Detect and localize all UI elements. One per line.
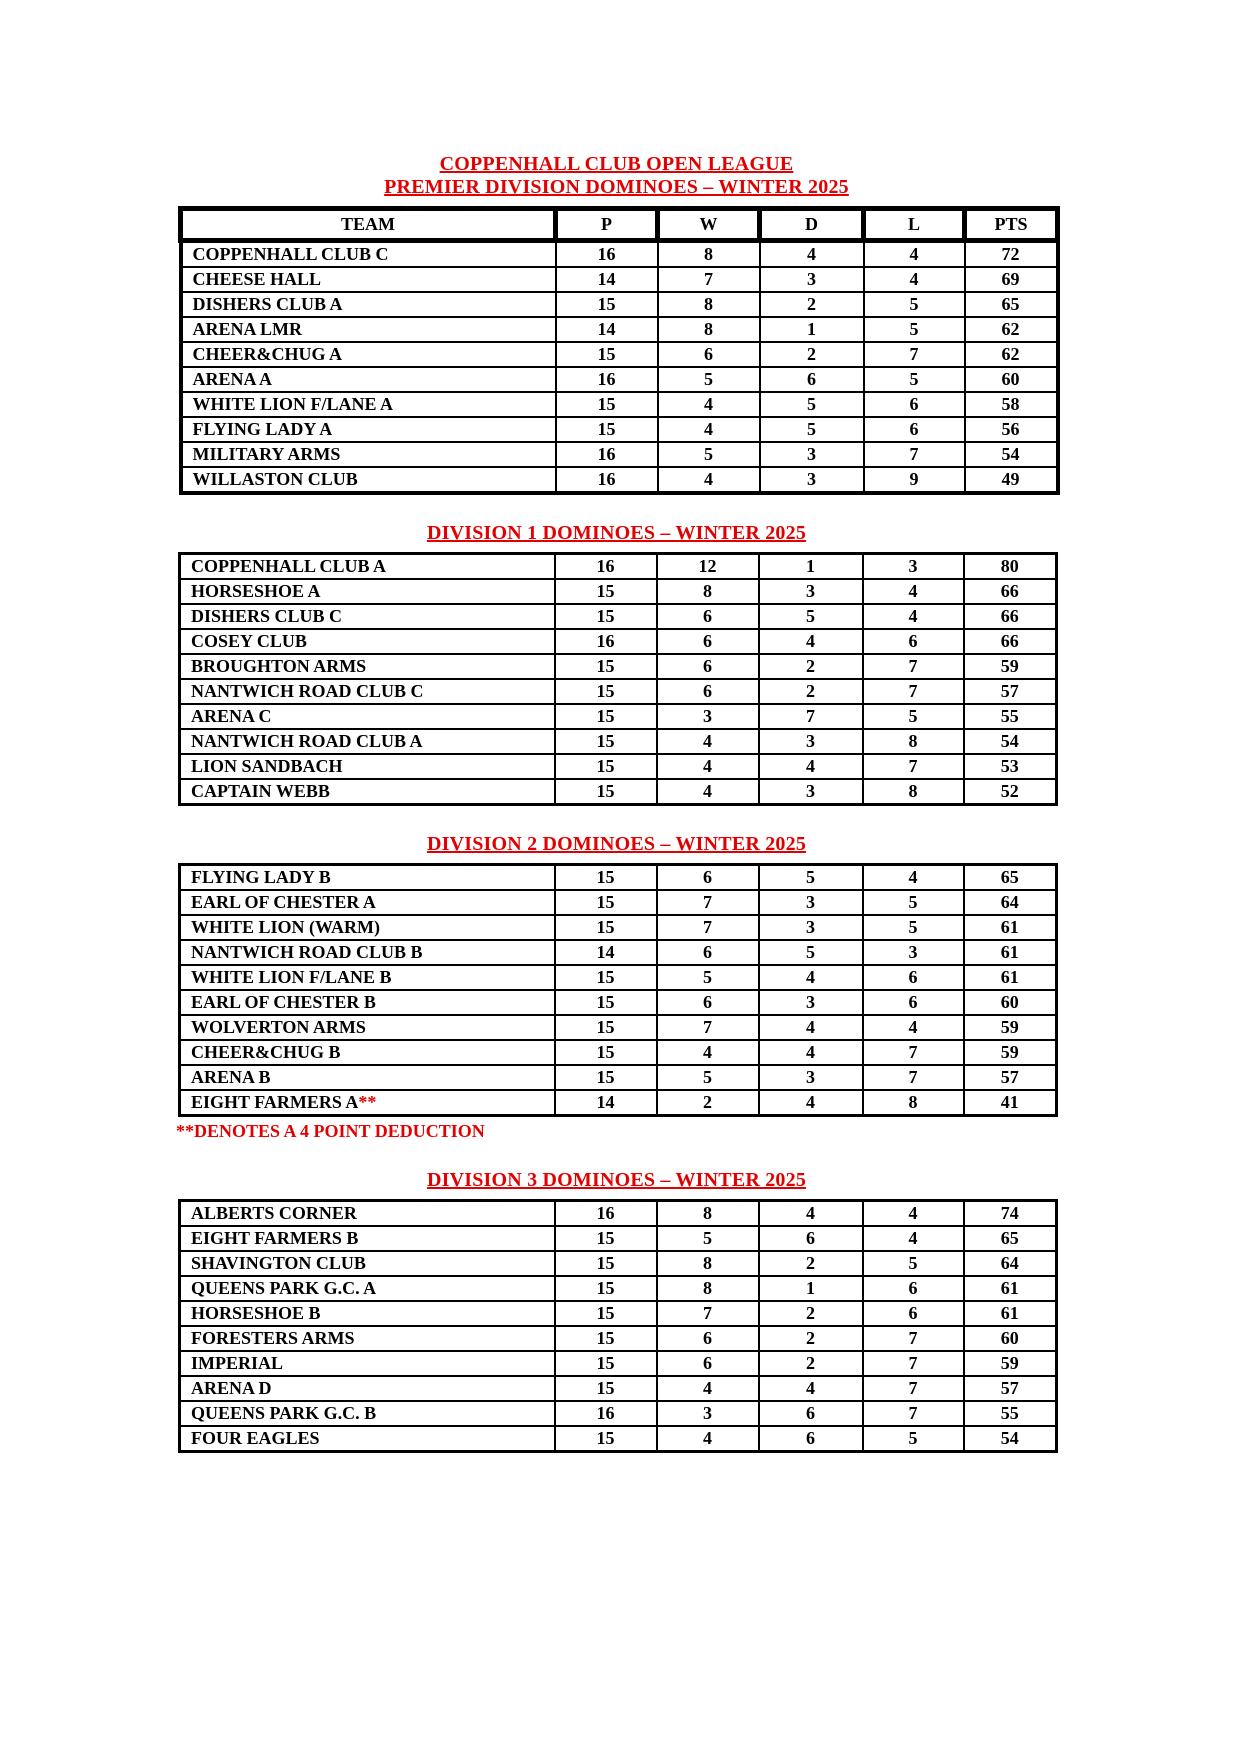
- table-row: [180, 754, 1057, 779]
- played-cell: 16: [556, 467, 658, 493]
- division3-table: [178, 1199, 1058, 1453]
- team-name-cell: DISHERS CLUB A: [181, 292, 556, 317]
- lost-cell: 5: [863, 1251, 964, 1276]
- played-cell: 14: [556, 267, 658, 292]
- drawn-cell: 6: [760, 367, 864, 392]
- team-name-cell: ARENA D: [180, 1376, 555, 1401]
- drawn-cell: 4: [759, 1090, 863, 1116]
- lost-cell: 7: [863, 1401, 964, 1426]
- played-cell: 16: [556, 442, 658, 467]
- played-cell: 15: [556, 342, 658, 367]
- drawn-cell: 5: [760, 392, 864, 417]
- won-cell: 6: [657, 990, 759, 1015]
- drawn-cell: 2: [759, 1251, 863, 1276]
- team-name-cell: IMPERIAL: [180, 1351, 555, 1376]
- lost-cell: 7: [863, 754, 964, 779]
- points-cell: 64: [964, 1251, 1057, 1276]
- won-cell: 5: [658, 367, 760, 392]
- won-cell: 8: [657, 1276, 759, 1301]
- won-cell: 3: [657, 1401, 759, 1426]
- team-name-cell: FLYING LADY B: [180, 865, 555, 891]
- drawn-cell: 3: [760, 267, 864, 292]
- lost-cell: 6: [863, 1276, 964, 1301]
- team-name-cell: FLYING LADY A: [181, 417, 556, 442]
- team-name-cell: NANTWICH ROAD CLUB C: [180, 679, 555, 704]
- points-cell: 72: [965, 241, 1058, 268]
- lost-cell: 6: [864, 392, 965, 417]
- lost-cell: 5: [864, 292, 965, 317]
- played-cell: 16: [555, 554, 657, 580]
- lost-cell: 4: [863, 865, 964, 891]
- team-name-cell: QUEENS PARK G.C. A: [180, 1276, 555, 1301]
- division2-table: [178, 863, 1058, 1117]
- played-cell: 14: [556, 317, 658, 342]
- premier-division-table: [178, 206, 1060, 495]
- points-cell: 55: [964, 704, 1057, 729]
- team-name-cell: ARENA A: [181, 367, 556, 392]
- lost-cell: 6: [863, 629, 964, 654]
- team-name-cell: EIGHT FARMERS B: [180, 1226, 555, 1251]
- drawn-cell: 2: [759, 1326, 863, 1351]
- played-cell: 15: [555, 1426, 657, 1452]
- played-cell: 16: [556, 241, 658, 268]
- lost-cell: 7: [863, 1351, 964, 1376]
- table-row: [180, 1201, 1057, 1227]
- drawn-cell: 4: [759, 1376, 863, 1401]
- played-cell: 15: [555, 704, 657, 729]
- drawn-cell: 6: [759, 1226, 863, 1251]
- deduction-footnote: **DENOTES A 4 POINT DEDUCTION: [176, 1121, 485, 1141]
- won-cell: 8: [657, 579, 759, 604]
- drawn-cell: 4: [760, 241, 864, 268]
- lost-cell: 4: [863, 1201, 964, 1227]
- table-row: [180, 865, 1057, 891]
- points-cell: 61: [964, 915, 1057, 940]
- lost-cell: 6: [863, 965, 964, 990]
- table-row: [181, 267, 1058, 292]
- drawn-cell: 5: [759, 865, 863, 891]
- drawn-cell: 4: [759, 1015, 863, 1040]
- team-name-cell: WOLVERTON ARMS: [180, 1015, 555, 1040]
- points-cell: 57: [964, 679, 1057, 704]
- played-cell: 16: [555, 1201, 657, 1227]
- points-cell: 66: [964, 604, 1057, 629]
- played-cell: 14: [555, 1090, 657, 1116]
- won-cell: 7: [657, 890, 759, 915]
- drawn-cell: 3: [759, 890, 863, 915]
- played-column-header: P: [556, 209, 658, 241]
- table-row: [181, 467, 1058, 493]
- played-cell: 16: [555, 1401, 657, 1426]
- table-row: [180, 965, 1057, 990]
- played-cell: 15: [555, 579, 657, 604]
- played-cell: 14: [555, 940, 657, 965]
- points-cell: 41: [964, 1090, 1057, 1116]
- team-name-cell: CAPTAIN WEBB: [180, 779, 555, 805]
- won-cell: 8: [657, 1251, 759, 1276]
- drawn-cell: 4: [759, 629, 863, 654]
- team-name-cell: COSEY CLUB: [180, 629, 555, 654]
- table-row: [181, 417, 1058, 442]
- won-cell: 5: [657, 1226, 759, 1251]
- played-cell: 15: [555, 1040, 657, 1065]
- team-name-cell: ARENA C: [180, 704, 555, 729]
- drawn-cell: 3: [760, 467, 864, 493]
- lost-cell: 5: [863, 1426, 964, 1452]
- drawn-cell: 5: [759, 604, 863, 629]
- drawn-cell: 7: [759, 704, 863, 729]
- points-cell: 61: [964, 965, 1057, 990]
- points-cell: 59: [964, 1040, 1057, 1065]
- lost-cell: 5: [863, 890, 964, 915]
- table-row: [180, 1276, 1057, 1301]
- won-cell: 4: [657, 1426, 759, 1452]
- points-column-header: PTS: [965, 209, 1058, 241]
- table-row: [180, 604, 1057, 629]
- drawn-cell: 1: [760, 317, 864, 342]
- table-row: [181, 367, 1058, 392]
- team-name-cell: EARL OF CHESTER B: [180, 990, 555, 1015]
- drawn-cell: 2: [759, 1351, 863, 1376]
- drawn-cell: 2: [760, 342, 864, 367]
- lost-cell: 5: [864, 317, 965, 342]
- team-name-cell: LION SANDBACH: [180, 754, 555, 779]
- points-cell: 59: [964, 1015, 1057, 1040]
- won-cell: 7: [657, 915, 759, 940]
- table-row: [180, 940, 1057, 965]
- team-name-cell: FOUR EAGLES: [180, 1426, 555, 1452]
- points-cell: 69: [965, 267, 1058, 292]
- division1-table: [178, 552, 1058, 806]
- won-cell: 12: [657, 554, 759, 580]
- lost-cell: 9: [864, 467, 965, 493]
- team-name-cell: NANTWICH ROAD CLUB A: [180, 729, 555, 754]
- team-name-cell: COPPENHALL CLUB C: [181, 241, 556, 268]
- won-cell: 4: [658, 417, 760, 442]
- column-header-row: [181, 209, 1058, 241]
- drawn-cell: 1: [759, 554, 863, 580]
- team-name-cell: ALBERTS CORNER: [180, 1201, 555, 1227]
- played-cell: 15: [555, 1276, 657, 1301]
- played-cell: 15: [555, 1351, 657, 1376]
- drawn-cell: 4: [759, 1201, 863, 1227]
- lost-cell: 3: [863, 554, 964, 580]
- won-cell: 7: [657, 1015, 759, 1040]
- table-row: [180, 1326, 1057, 1351]
- played-cell: 15: [555, 1326, 657, 1351]
- played-cell: 15: [555, 1015, 657, 1040]
- won-cell: 6: [657, 940, 759, 965]
- drawn-column-header: D: [760, 209, 864, 241]
- lost-cell: 8: [863, 1090, 964, 1116]
- team-name-cell: WHITE LION F/LANE A: [181, 392, 556, 417]
- table-row: [181, 317, 1058, 342]
- points-cell: 65: [965, 292, 1058, 317]
- table-row: [181, 241, 1058, 268]
- points-cell: 62: [965, 317, 1058, 342]
- won-cell: 5: [658, 442, 760, 467]
- drawn-cell: 3: [759, 779, 863, 805]
- points-cell: 80: [964, 554, 1057, 580]
- won-cell: 2: [657, 1090, 759, 1116]
- table-row: [180, 679, 1057, 704]
- lost-cell: 4: [863, 1015, 964, 1040]
- team-name-cell: EIGHT FARMERS A**: [180, 1090, 555, 1116]
- played-cell: 15: [555, 679, 657, 704]
- lost-cell: 6: [863, 990, 964, 1015]
- team-name-cell: EARL OF CHESTER A: [180, 890, 555, 915]
- played-cell: 15: [556, 292, 658, 317]
- lost-cell: 4: [863, 579, 964, 604]
- played-cell: 15: [556, 417, 658, 442]
- team-name-cell: CHEER&CHUG A: [181, 342, 556, 367]
- points-cell: 59: [964, 1351, 1057, 1376]
- points-cell: 60: [964, 990, 1057, 1015]
- played-cell: 15: [555, 1226, 657, 1251]
- played-cell: 15: [555, 1065, 657, 1090]
- division3-heading: DIVISION 3 DOMINOES – WINTER 2025: [426, 1169, 807, 1191]
- drawn-cell: 3: [759, 990, 863, 1015]
- drawn-cell: 3: [759, 915, 863, 940]
- lost-cell: 7: [863, 654, 964, 679]
- premier-division-heading: PREMIER DIVISION DOMINOES – WINTER 2025: [384, 176, 849, 198]
- league-title: COPPENHALL CLUB OPEN LEAGUE: [439, 153, 794, 175]
- team-name-cell: WHITE LION F/LANE B: [180, 965, 555, 990]
- team-name-cell: WILLASTON CLUB: [181, 467, 556, 493]
- drawn-cell: 2: [759, 654, 863, 679]
- team-name-cell: COPPENHALL CLUB A: [180, 554, 555, 580]
- played-cell: 15: [555, 1376, 657, 1401]
- points-cell: 64: [964, 890, 1057, 915]
- drawn-cell: 4: [759, 1040, 863, 1065]
- won-cell: 6: [657, 654, 759, 679]
- drawn-cell: 3: [759, 579, 863, 604]
- lost-cell: 7: [863, 1065, 964, 1090]
- points-cell: 57: [964, 1065, 1057, 1090]
- won-cell: 8: [657, 1201, 759, 1227]
- drawn-cell: 1: [759, 1276, 863, 1301]
- table-row: [180, 1251, 1057, 1276]
- table-row: [180, 554, 1057, 580]
- division2-heading: DIVISION 2 DOMINOES – WINTER 2025: [426, 833, 807, 855]
- played-cell: 15: [555, 915, 657, 940]
- table-row: [180, 1226, 1057, 1251]
- played-cell: 15: [555, 729, 657, 754]
- lost-column-header: L: [864, 209, 965, 241]
- lost-cell: 8: [863, 779, 964, 805]
- points-cell: 53: [964, 754, 1057, 779]
- won-cell: 4: [658, 392, 760, 417]
- points-cell: 54: [964, 1426, 1057, 1452]
- lost-cell: 7: [863, 1376, 964, 1401]
- played-cell: 15: [556, 392, 658, 417]
- won-cell: 6: [657, 1326, 759, 1351]
- drawn-cell: 5: [760, 417, 864, 442]
- won-cell: 6: [657, 865, 759, 891]
- drawn-cell: 6: [759, 1401, 863, 1426]
- lost-cell: 6: [863, 1301, 964, 1326]
- team-name-cell: CHEESE HALL: [181, 267, 556, 292]
- table-row: [180, 1376, 1057, 1401]
- drawn-cell: 3: [759, 729, 863, 754]
- drawn-cell: 4: [759, 965, 863, 990]
- team-name-cell: WHITE LION (WARM): [180, 915, 555, 940]
- drawn-cell: 2: [759, 679, 863, 704]
- lost-cell: 7: [864, 342, 965, 367]
- table-row: [181, 392, 1058, 417]
- points-cell: 66: [964, 579, 1057, 604]
- played-cell: 15: [555, 654, 657, 679]
- drawn-cell: 3: [760, 442, 864, 467]
- played-cell: 16: [556, 367, 658, 392]
- table-row: [180, 1065, 1057, 1090]
- table-row: [180, 704, 1057, 729]
- points-cell: 62: [965, 342, 1058, 367]
- won-cell: 3: [657, 704, 759, 729]
- table-row: [181, 442, 1058, 467]
- won-cell: 7: [657, 1301, 759, 1326]
- won-cell: 4: [657, 1040, 759, 1065]
- table-row: [180, 1301, 1057, 1326]
- played-cell: 15: [555, 754, 657, 779]
- won-cell: 4: [657, 779, 759, 805]
- table-row: [180, 915, 1057, 940]
- team-column-header: TEAM: [181, 209, 556, 241]
- lost-cell: 5: [863, 704, 964, 729]
- team-name-cell: SHAVINGTON CLUB: [180, 1251, 555, 1276]
- won-cell: 7: [658, 267, 760, 292]
- points-cell: 74: [964, 1201, 1057, 1227]
- won-cell: 8: [658, 317, 760, 342]
- points-cell: 65: [964, 865, 1057, 891]
- won-cell: 5: [657, 1065, 759, 1090]
- team-name-cell: FORESTERS ARMS: [180, 1326, 555, 1351]
- won-cell: 5: [657, 965, 759, 990]
- played-cell: 15: [555, 865, 657, 891]
- points-cell: 54: [965, 442, 1058, 467]
- points-cell: 55: [964, 1401, 1057, 1426]
- team-name-cell: NANTWICH ROAD CLUB B: [180, 940, 555, 965]
- drawn-cell: 3: [759, 1065, 863, 1090]
- drawn-cell: 2: [760, 292, 864, 317]
- points-cell: 60: [964, 1326, 1057, 1351]
- lost-cell: 5: [863, 915, 964, 940]
- points-cell: 56: [965, 417, 1058, 442]
- drawn-cell: 6: [759, 1426, 863, 1452]
- table-row: [181, 292, 1058, 317]
- lost-cell: 3: [863, 940, 964, 965]
- played-cell: 16: [555, 629, 657, 654]
- points-cell: 52: [964, 779, 1057, 805]
- drawn-cell: 5: [759, 940, 863, 965]
- team-name-cell: MILITARY ARMS: [181, 442, 556, 467]
- team-name-cell: CHEER&CHUG B: [180, 1040, 555, 1065]
- won-cell: 4: [657, 1376, 759, 1401]
- lost-cell: 4: [864, 241, 965, 268]
- won-cell: 6: [657, 604, 759, 629]
- table-row: [180, 1015, 1057, 1040]
- table-row: [180, 779, 1057, 805]
- won-cell: 4: [657, 754, 759, 779]
- table-row: [180, 629, 1057, 654]
- points-cell: 66: [964, 629, 1057, 654]
- table-row: [180, 990, 1057, 1015]
- points-cell: 58: [965, 392, 1058, 417]
- played-cell: 15: [555, 604, 657, 629]
- table-row: [180, 654, 1057, 679]
- lost-cell: 4: [863, 604, 964, 629]
- table-row: [180, 890, 1057, 915]
- points-cell: 61: [964, 1301, 1057, 1326]
- won-cell: 8: [658, 241, 760, 268]
- won-cell: 6: [657, 629, 759, 654]
- points-cell: 54: [964, 729, 1057, 754]
- drawn-cell: 4: [759, 754, 863, 779]
- team-name-cell: HORSESHOE A: [180, 579, 555, 604]
- deduction-asterisks: **: [358, 1092, 377, 1112]
- lost-cell: 8: [863, 729, 964, 754]
- team-name-cell: DISHERS CLUB C: [180, 604, 555, 629]
- won-cell: 8: [658, 292, 760, 317]
- table-row: [180, 729, 1057, 754]
- played-cell: 15: [555, 890, 657, 915]
- won-cell: 4: [658, 467, 760, 493]
- lost-cell: 4: [863, 1226, 964, 1251]
- points-cell: 65: [964, 1226, 1057, 1251]
- division1-heading: DIVISION 1 DOMINOES – WINTER 2025: [426, 522, 807, 544]
- won-cell: 4: [657, 729, 759, 754]
- table-row: [180, 1401, 1057, 1426]
- lost-cell: 7: [863, 1326, 964, 1351]
- lost-cell: 4: [864, 267, 965, 292]
- table-row: [181, 342, 1058, 367]
- won-cell: 6: [657, 1351, 759, 1376]
- team-name-cell: ARENA LMR: [181, 317, 556, 342]
- drawn-cell: 2: [759, 1301, 863, 1326]
- played-cell: 15: [555, 965, 657, 990]
- won-cell: 6: [658, 342, 760, 367]
- lost-cell: 7: [863, 679, 964, 704]
- points-cell: 61: [964, 1276, 1057, 1301]
- lost-cell: 7: [864, 442, 965, 467]
- played-cell: 15: [555, 1301, 657, 1326]
- team-name-cell: QUEENS PARK G.C. B: [180, 1401, 555, 1426]
- table-row: [180, 1351, 1057, 1376]
- points-cell: 60: [965, 367, 1058, 392]
- played-cell: 15: [555, 990, 657, 1015]
- team-name-cell: ARENA B: [180, 1065, 555, 1090]
- played-cell: 15: [555, 1251, 657, 1276]
- team-name-cell: HORSESHOE B: [180, 1301, 555, 1326]
- table-row: [180, 1040, 1057, 1065]
- table-row: [180, 579, 1057, 604]
- team-name-cell: BROUGHTON ARMS: [180, 654, 555, 679]
- points-cell: 61: [964, 940, 1057, 965]
- table-row: [180, 1090, 1057, 1116]
- points-cell: 59: [964, 654, 1057, 679]
- won-column-header: W: [658, 209, 760, 241]
- won-cell: 6: [657, 679, 759, 704]
- table-row: [180, 1426, 1057, 1452]
- points-cell: 49: [965, 467, 1058, 493]
- document-header: [0, 0, 1240, 199]
- lost-cell: 5: [864, 367, 965, 392]
- lost-cell: 7: [863, 1040, 964, 1065]
- played-cell: 15: [555, 779, 657, 805]
- points-cell: 57: [964, 1376, 1057, 1401]
- lost-cell: 6: [864, 417, 965, 442]
